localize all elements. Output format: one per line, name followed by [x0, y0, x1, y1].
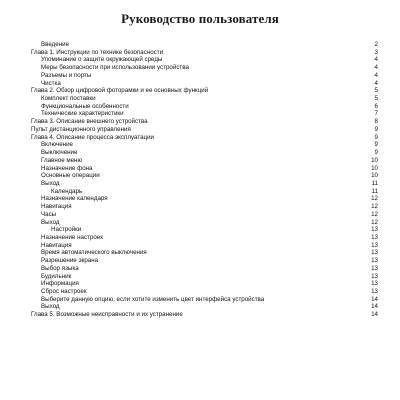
toc-entry-page-number: 10: [371, 156, 378, 164]
toc-entry-label: Чистка: [41, 79, 61, 87]
toc-entry-page-number: 10: [371, 164, 378, 172]
toc-entry-page-number: 13: [371, 257, 378, 265]
toc-entry-page-number: 10: [371, 172, 378, 180]
toc-entry[interactable]: [31, 288, 378, 296]
toc-entry-page-number: 9: [374, 133, 378, 141]
toc-entry[interactable]: [31, 226, 378, 234]
toc-entry-label: Упоминание о защите окружающей среды: [41, 56, 163, 64]
toc-entry-page-number: 7: [374, 110, 378, 118]
toc-entry-label: Технические характеристики: [41, 110, 124, 118]
toc-entry[interactable]: [31, 110, 378, 118]
toc-entry-page-number: 4: [374, 56, 378, 64]
table-of-contents: [31, 41, 378, 319]
toc-entry-label: Информация: [41, 280, 79, 288]
toc-entry-label: Календарь: [51, 187, 83, 195]
toc-entry-label: Выбор языка: [41, 264, 79, 272]
toc-entry-label: Функциональные особенности: [41, 102, 129, 110]
toc-chapter-entry[interactable]: [31, 311, 378, 319]
toc-entry-label: Основные операции: [41, 172, 100, 180]
toc-entry-label: Будильник: [41, 272, 72, 280]
toc-entry-label: Глава 2. Обзор цифровой фоторамки и ее основных функций: [31, 87, 209, 95]
toc-entry-page-number: 14: [371, 311, 378, 319]
toc-entry-page-number: 4: [374, 79, 378, 87]
toc-entry[interactable]: [31, 257, 378, 265]
toc-entry-page-number: 13: [371, 264, 378, 272]
toc-entry[interactable]: [31, 157, 378, 165]
toc-entry[interactable]: [31, 56, 378, 64]
toc-entry-label: Разъемы и порты: [41, 71, 92, 79]
toc-entry-label: Глава 5. Возможные неисправности и их устранение: [31, 311, 183, 319]
toc-entry[interactable]: [31, 195, 378, 203]
toc-entry[interactable]: [31, 211, 378, 219]
toc-entry[interactable]: [31, 180, 378, 188]
toc-entry[interactable]: [31, 95, 378, 103]
toc-entry-page-number: 14: [371, 295, 378, 303]
toc-entry[interactable]: [31, 242, 378, 250]
toc-entry[interactable]: [31, 234, 378, 242]
toc-chapter-entry[interactable]: [31, 134, 378, 142]
toc-entry-label: Настройки: [51, 226, 82, 234]
toc-entry[interactable]: [31, 296, 378, 304]
toc-entry-label: Пульт дистанционного управления: [31, 125, 131, 133]
toc-entry-label: Назначение настроек: [41, 233, 103, 241]
toc-entry[interactable]: [31, 273, 378, 281]
toc-entry-page-number: 4: [374, 71, 378, 79]
toc-entry-page-number: 13: [371, 241, 378, 249]
toc-entry[interactable]: [31, 265, 378, 273]
toc-entry[interactable]: [31, 188, 378, 196]
toc-entry-label: Время автоматического выключения: [41, 249, 147, 257]
toc-entry[interactable]: [31, 165, 378, 173]
toc-entry-label: Часы: [41, 210, 57, 218]
toc-entry-label: Назначение календаря: [41, 195, 108, 203]
toc-entry-page-number: 4: [374, 64, 378, 72]
toc-entry-label: Включение: [41, 141, 73, 149]
toc-entry-page-number: 5: [374, 87, 378, 95]
toc-entry-label: Выключение: [41, 149, 78, 157]
toc-entry-page-number: 14: [371, 303, 378, 311]
toc-entry[interactable]: [31, 303, 378, 311]
toc-entry-page-number: 13: [371, 233, 378, 241]
toc-entry-label: Комплект поставки: [41, 95, 96, 103]
toc-entry-page-number: 11: [371, 179, 378, 187]
toc-entry-page-number: 12: [371, 210, 378, 218]
toc-chapter-entry[interactable]: [31, 87, 378, 95]
toc-entry-page-number: 13: [371, 272, 378, 280]
toc-entry-page-number: 12: [371, 218, 378, 226]
toc-entry-label: Навигация: [41, 241, 72, 249]
toc-entry-page-number: 13: [371, 226, 378, 234]
toc-chapter-entry[interactable]: [31, 126, 378, 134]
toc-entry[interactable]: [31, 80, 378, 88]
toc-entry-label: Выберите данную опцию, если хотите изменить цвет интерфейса устройства: [41, 295, 265, 303]
toc-entry-label: Выход: [41, 303, 60, 311]
toc-entry[interactable]: [31, 203, 378, 211]
toc-entry-label: Выход: [41, 179, 60, 187]
toc-entry-page-number: 3: [374, 48, 378, 56]
toc-entry-page-number: 5: [374, 95, 378, 103]
toc-entry-page-number: 6: [374, 102, 378, 110]
toc-entry-page-number: 12: [371, 203, 378, 211]
toc-entry[interactable]: [31, 219, 378, 227]
toc-entry[interactable]: [31, 172, 378, 180]
toc-entry[interactable]: [31, 141, 378, 149]
toc-entry[interactable]: [31, 64, 378, 72]
toc-entry-label: Меры безопасности при использовании устройства: [41, 64, 189, 72]
toc-entry-label: Глава 3. Описание внешнего устройства: [31, 118, 148, 126]
toc-entry-page-number: 12: [371, 195, 378, 203]
toc-entry-label: Глава 1. Инструкции по технике безопасности: [31, 48, 164, 56]
toc-entry-label: Выход: [41, 218, 60, 226]
toc-entry-label: Главное меню: [41, 156, 83, 164]
toc-entry-page-number: 9: [374, 125, 378, 133]
toc-entry-page-number: 2: [374, 41, 378, 48]
toc-entry[interactable]: [31, 149, 378, 157]
toc-entry-label: Навигация: [41, 203, 72, 211]
toc-entry-page-number: 13: [371, 288, 378, 295]
toc-entry[interactable]: [31, 72, 378, 80]
toc-entry-label: Сброс настроек: [41, 288, 87, 295]
toc-entry-label: Введение: [41, 41, 70, 48]
toc-entry-label: Разрешение экрана: [41, 257, 99, 265]
toc-entry[interactable]: [31, 280, 378, 288]
toc-entry-page-number: 8: [374, 118, 378, 126]
toc-entry-label: Глава 4. Описание процесса эксплуатации: [31, 133, 154, 141]
toc-entry-page-number: 9: [374, 149, 378, 157]
toc-entry-page-number: 13: [371, 249, 378, 257]
toc-chapter-entry[interactable]: [31, 49, 378, 57]
page-title: Руководство пользователя: [121, 11, 279, 26]
toc-entry[interactable]: [31, 103, 378, 111]
toc-entry[interactable]: [31, 41, 378, 49]
toc-entry[interactable]: [31, 249, 378, 257]
toc-entry-label: Назначение фона: [41, 164, 93, 172]
toc-entry-page-number: 11: [371, 187, 378, 195]
toc-entry-page-number: 9: [374, 141, 378, 149]
toc-chapter-entry[interactable]: [31, 118, 378, 126]
toc-entry-page-number: 13: [371, 280, 378, 288]
